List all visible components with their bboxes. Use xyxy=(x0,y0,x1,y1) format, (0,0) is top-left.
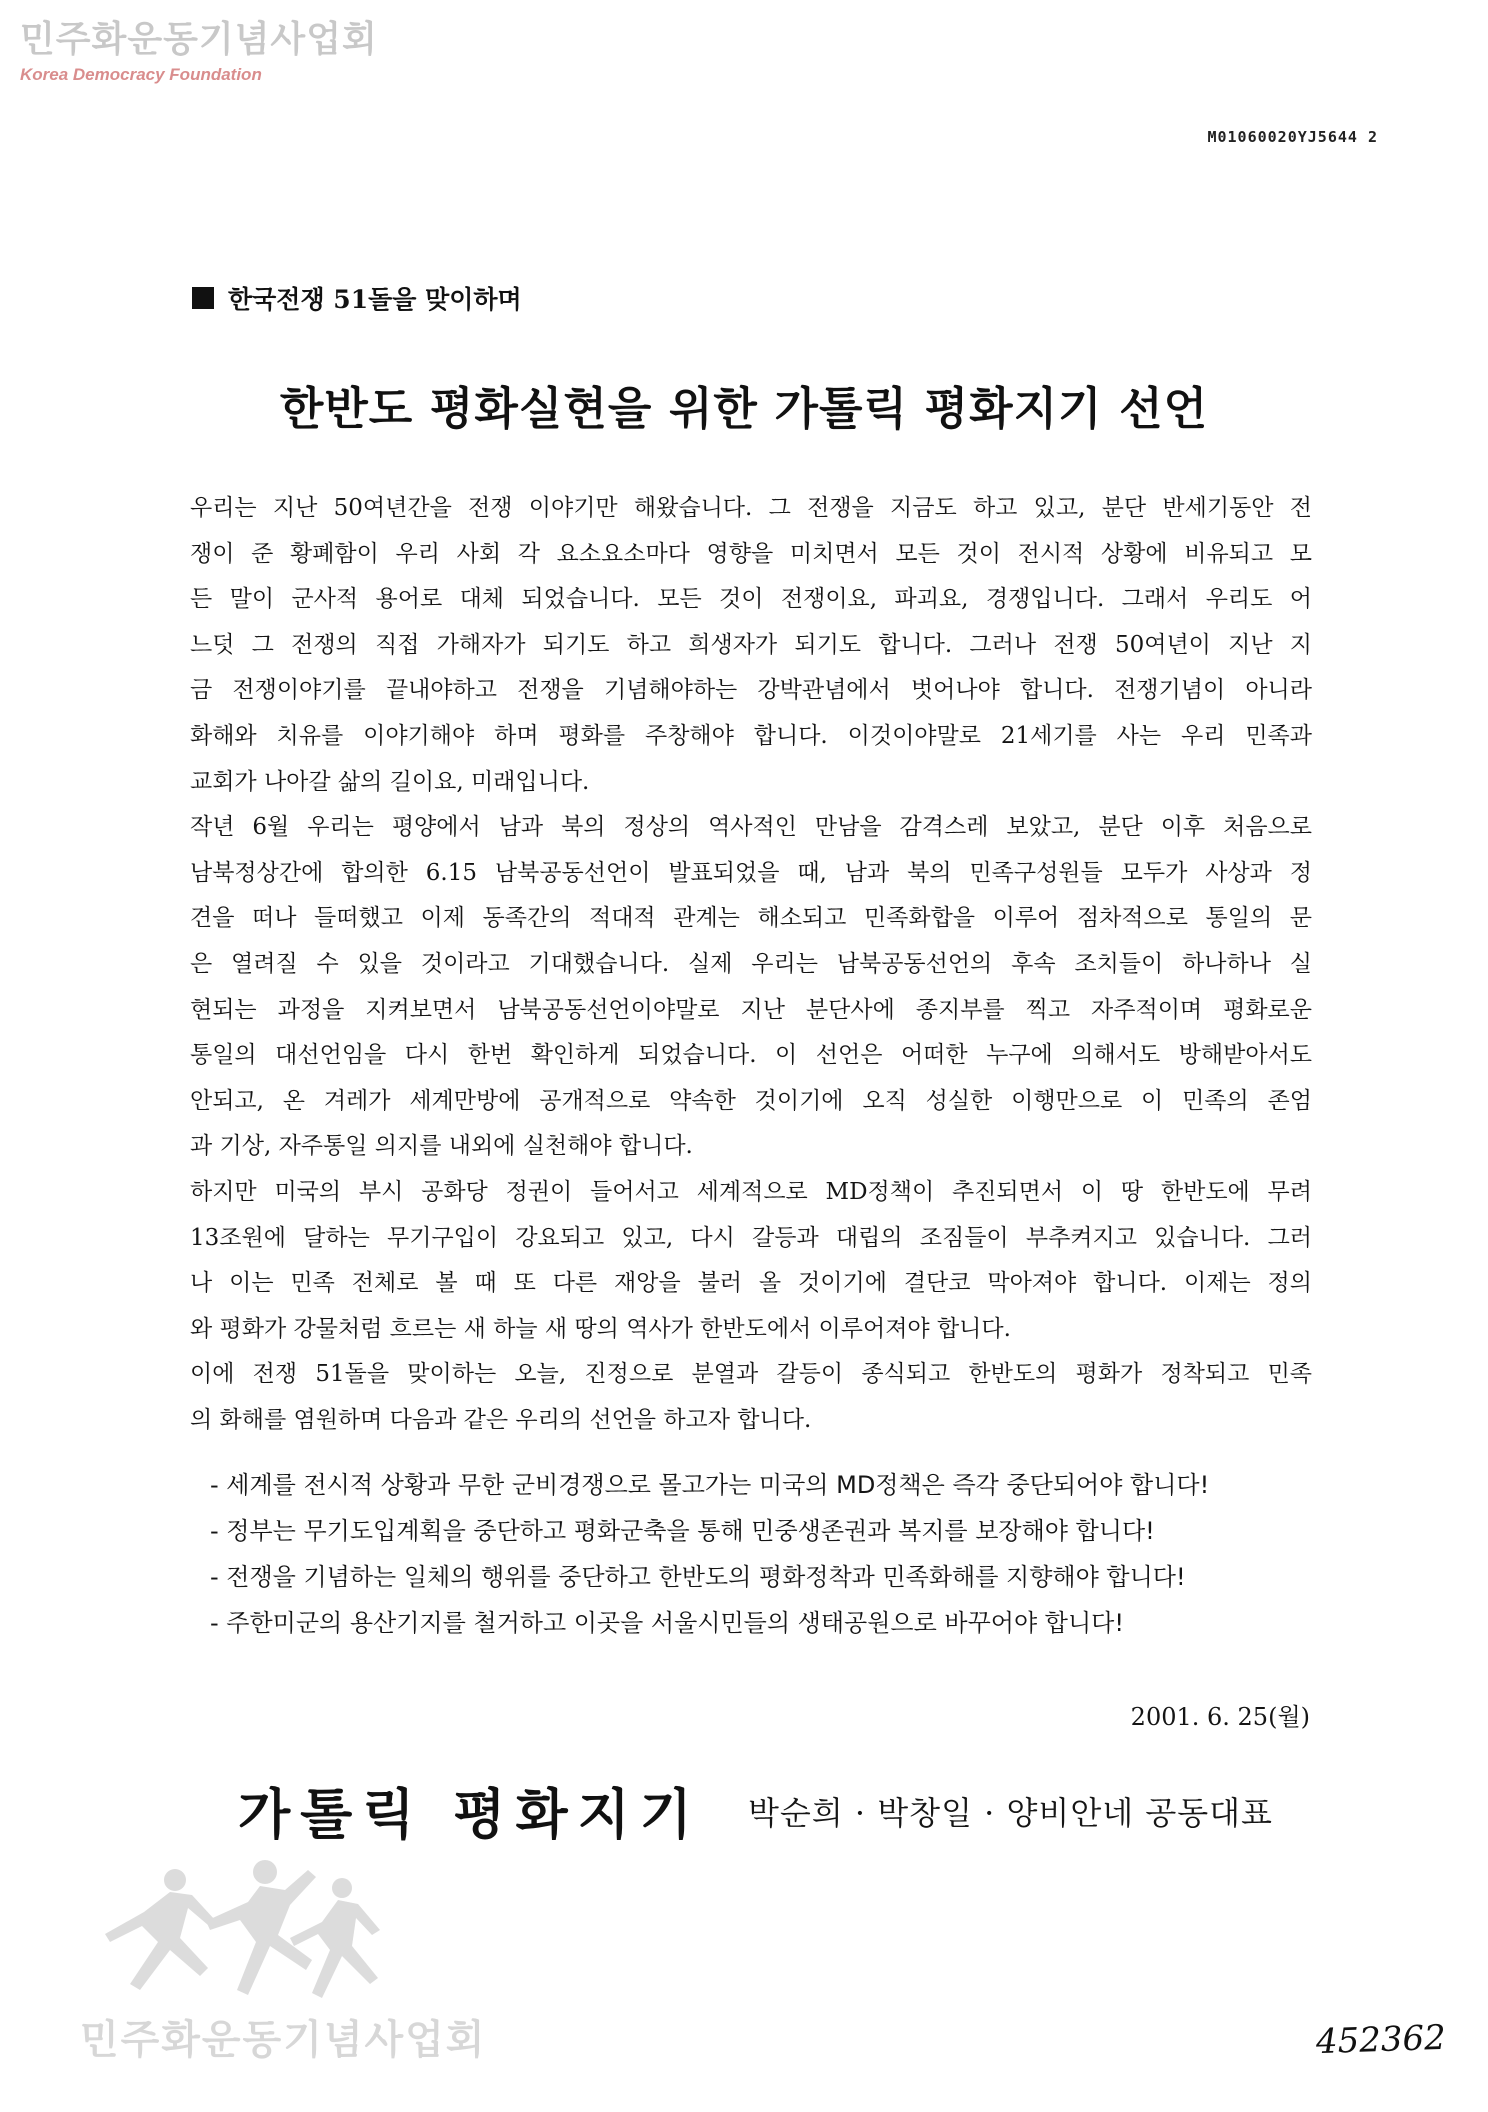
body-line: 견을 떠나 들떠했고 이제 동족간의 적대적 관계는 해소되고 민족화합을 이루어 점차적으로 통일의 문 xyxy=(190,905,1312,932)
body-line: 의 화해를 염원하며 다음과 같은 우리의 선언을 하고자 합니다. xyxy=(190,1406,812,1433)
body-line: 은 열려질 수 있을 것이라고 기대했습니다. 실제 우리는 남북공동선언의 후속 조치들이 하나하나 실 xyxy=(190,950,1312,977)
body-line: 이에 전쟁 51돌을 맞이하는 오늘, 진정으로 분열과 갈등이 종식되고 한반도의 평화가 정착되고 민족 xyxy=(190,1361,1312,1388)
body-line: 쟁이 준 황폐함이 우리 사회 각 요소요소마다 영향을 미치면서 모든 것이 전시적 상황에 비유되고 모 xyxy=(190,540,1312,567)
body-line: 금 전쟁이야기를 끝내야하고 전쟁을 기념해야하는 강박관념에서 벗어나야 합니다. 전쟁기념이 아니라 xyxy=(190,677,1312,704)
body-line: 든 말이 군사적 용어로 대체 되었습니다. 모든 것이 전쟁이요, 파괴요, 경쟁입니다. 그래서 우리도 어 xyxy=(190,586,1312,613)
document-code: M01060020YJ5644 2 xyxy=(1207,128,1378,146)
body-line: 남북정상간에 합의한 6.15 남북공동선언이 발표되었을 때, 남과 북의 민족구성원들 모두가 사상과 정 xyxy=(190,859,1312,886)
section-label xyxy=(192,280,522,316)
organization-representatives: 박순희 · 박창일 · 양비안네 공동대표 xyxy=(748,1794,1273,1832)
body-line: 하지만 미국의 부시 공화당 정권이 들어서고 세계적으로 MD정책이 추진되면서 이 땅 한반도에 무려 xyxy=(190,1178,1312,1205)
declaration-item: - 주한미군의 용산기지를 철거하고 이곳을 서울시민들의 생태공원으로 바꾸어야 합니다! xyxy=(210,1609,1124,1637)
body-line: 현되는 과정을 지켜보면서 남북공동선언이야말로 지난 분단사에 종지부를 찍고 자주적이며 평화로운 xyxy=(190,996,1312,1023)
body-line: 작년 6월 우리는 평양에서 남과 북의 정상의 역사적인 만남을 감격스레 보았고, 분단 이후 처음으로 xyxy=(190,814,1312,841)
document-title: 한반도 평화실현을 위한 가톨릭 평화지기 선언 xyxy=(279,382,1209,435)
body-line: 안되고, 온 겨레가 세계만방에 공개적으로 약속한 것이기에 오직 성실한 이행만으로 이 민족의 존엄 xyxy=(190,1087,1312,1114)
body-line: 교회가 나아갈 삶의 길이요, 미래입니다. xyxy=(190,768,590,795)
section-label-text: 한국전쟁 51돌을 맞이하며 xyxy=(228,285,522,314)
declaration-item: - 정부는 무기도입계획을 중단하고 평화군축을 통해 민중생존권과 복지를 보장해야 합니다! xyxy=(210,1517,1155,1545)
watermark-header xyxy=(20,18,378,86)
running-figures-icon xyxy=(80,1850,410,2010)
body-line: 통일의 대선언임을 다시 한번 확인하게 되었습니다. 이 선언은 어떠한 누구에 의해서도 방해받아서도 xyxy=(190,1042,1312,1069)
body-line: 와 평화가 강물처럼 흐르는 새 하늘 새 땅의 역사가 한반도에서 이루어져야 합니다. xyxy=(190,1315,1011,1342)
body-line: 13조원에 달하는 무기구입이 강요되고 있고, 다시 갈등과 대립의 조짐들이 부추켜지고 있습니다. 그러 xyxy=(190,1224,1312,1251)
body-line: 나 이는 민족 전체로 볼 때 또 다른 재앙을 불러 올 것이기에 결단코 막아져야 합니다. 이제는 정의 xyxy=(190,1270,1312,1297)
body-line: 화해와 치유를 이야기해야 하며 평화를 주창해야 합니다. 이것이야말로 21세기를 사는 우리 민족과 xyxy=(190,722,1312,749)
declaration-body xyxy=(190,486,1312,1443)
watermark-org-korean: 민주화운동기념사업회 xyxy=(20,19,378,60)
document-date: 2001. 6. 25(월) xyxy=(1130,1703,1310,1731)
body-line: 느덧 그 전쟁의 직접 가해자가 되기도 하고 희생자가 되기도 합니다. 그러나 전쟁 50여년이 지난 지 xyxy=(190,631,1312,658)
declaration-list xyxy=(210,1462,1310,1646)
declaration-item: - 전쟁을 기념하는 일체의 행위를 중단하고 한반도의 평화정착과 민족화해를 지향해야 합니다! xyxy=(210,1563,1186,1591)
declaration-item: - 세계를 전시적 상황과 무한 군비경쟁으로 몰고가는 미국의 MD정책은 즉각 중단되어야 합니다! xyxy=(210,1471,1210,1499)
watermark-org-korean-bottom: 민주화운동기념사업회 xyxy=(80,2017,487,2063)
body-line: 우리는 지난 50여년간을 전쟁 이야기만 해왔습니다. 그 전쟁을 지금도 하고 있고, 분단 반세기동안 전 xyxy=(190,495,1312,521)
watermark-org-english: Korea Democracy Foundation xyxy=(20,65,262,84)
handwritten-number: 452362 xyxy=(1315,2017,1447,2063)
black-square-icon xyxy=(192,287,214,309)
organization-name: 가톨릭 평화지기 xyxy=(238,1783,702,1846)
body-line: 과 기상, 자주통일 의지를 내외에 실천해야 합니다. xyxy=(190,1133,693,1160)
